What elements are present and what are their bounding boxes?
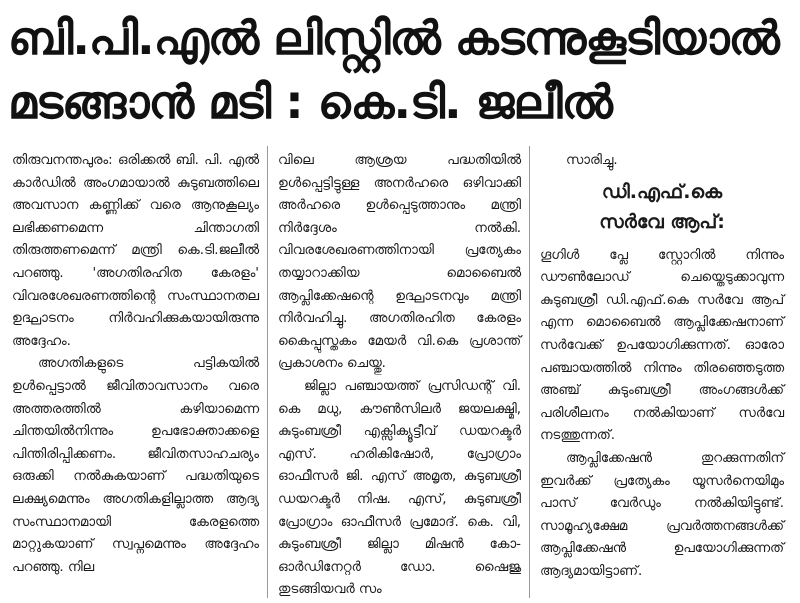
article-body bbox=[8, 146, 792, 598]
subheading-line-2: സർവേ ആപ്: bbox=[599, 210, 725, 233]
column-1 bbox=[8, 146, 268, 598]
column-2 bbox=[268, 146, 530, 598]
headline bbox=[8, 6, 792, 134]
paragraph: സാരിച്ചു. bbox=[566, 153, 618, 168]
paragraph: തിരുവനന്തപുരം: ഒരിക്കൽ ബി. പി. എൽ കാർഡിൽ അംഗമായാൽ കുടുബത്തിലെ അവസാന കണ്ണിക്ക് വരെ ആനുകൂല്യം ലഭിക്കണമെന്ന ചിന്താഗതി തിരുത്തണമെന്ന് മന്ത്രി കെ.ടി.ജലീൽ പറഞ്ഞു. 'അഗതിരഹിത കേരളം' വിവരശേഖരണത്തിന്റെ സംസ്ഥാനതല ഉദ്ഘാടനം നിർവഹിക്കുകയായിരുന്നു അദ്ദേഹം. bbox=[12, 153, 259, 349]
paragraph: ആപ്ലിക്കേഷൻ തുറക്കുന്നതിന് ഇവർക്ക് പ്രത്യേകം യൂസർനെയിമും പാസ് വേർഡും നൽകിയിട്ടുണ്ട്. സാമൂഹ്യക്ഷേമ പ്രവർത്തനങ്ങൾക്ക് ആപ്ലിക്കേഷൻ ഉപയോഗിക്കുന്നത് ആദ്യമായിട്ടാണ്. bbox=[540, 450, 784, 579]
subheading-line-1: ഡി.എഫ്.കെ bbox=[601, 180, 723, 203]
paragraph: ഗൂഗിൾ പ്ലേ സ്റ്റോറിൽ നിന്നും ഡൗൺലോഡ് ചെയ്തെടുക്കാവുന്ന കുടുബശ്രീ ഡി.എഫ്.കെ സർവേ ആപ് എന്ന മൊബൈൽ ആപ്ലിക്കേഷനാണ് സർവേക്ക് ഉപയോഗിക്കുന്നത്. ഓരോ പഞ്ചായത്തിൽ നിന്നും തിരഞ്ഞെടുത്ത അഞ്ച് കുടുംബശ്രീ അംഗങ്ങൾക്ക് പരിശീലനം നൽകിയാണ് സർവേ നടത്തുന്നത്. bbox=[540, 247, 784, 444]
column-3 bbox=[530, 146, 792, 598]
headline-line-1: ബി.പി.എൽ ലിസ്റ്റിൽ കടന്നുകൂടിയാൽ bbox=[8, 11, 779, 65]
paragraph: വിലെ ആശ്രയ പദ്ധതിയിൽ ഉൾപ്പെട്ടിട്ടുള്ള അനർഹരെ ഒഴിവാക്കി അർഹരെ ഉൾപ്പെടുത്താനും മന്ത്രി നിർദ്ദേശം നൽകി. വിവരശേഖരണത്തിനായി പ്രത്യേകം തയ്യാറാക്കിയ മൊബൈൽ ആപ്ലിക്കേഷന്റെ ഉദ്ഘാടനവും മന്ത്രി നിർവഹിച്ചു. അഗതിരഹിത കേരളം കൈപ്പുസ്തകം മേയർ വി.കെ പ്രശാന്ത് പ്രകാശനം ചെയ്തു. bbox=[278, 153, 521, 372]
headline-line-2: മടങ്ങാൻ മടി : കെ.ടി. ജലീൽ bbox=[8, 75, 612, 129]
paragraph: ജില്ലാ പഞ്ചായത്ത് പ്രസിഡന്റ് വി. കെ മധു, കൗൺസിലർ ജയലക്ഷ്മി, കുടുംബശ്രീ എക്സിക്യൂട്ടീവ് ഡയറക്ടർ എസ്. ഹരികിഷോർ, പ്രോഗ്രാം ഓഫീസർ ജി. എസ് അമൃത, കുടുബശ്രീ ഡയറക്ടർ നിഷ. എസ്, കുടുബശ്രീ പ്രോഗ്രാം ഓഫീസർ പ്രമോദ്. കെ. വി, കുടുംബശ്രീ ജില്ലാ മിഷൻ കോ-ഓർഡിനേറ്റർ ഡോ. ഷൈജു തുടങ്ങിയവർ സം bbox=[278, 378, 521, 598]
subheading bbox=[540, 177, 784, 237]
paragraph: അഗതികളുടെ പട്ടികയിൽ ഉൾപ്പെട്ടാൽ ജീവിതാവസാനം വരെ അത്തരത്തിൽ കഴിയാമെന്ന ചിന്തയിൽനിന്നും ഉപഭോക്താക്കളെ പിന്തിരിപ്പിക്കണം. ജീവിതസാഹചര്യം ഒരുക്കി നൽകുകയാണ് പദ്ധതിയുടെ ലക്ഷ്യമെന്നും അഗതികളില്ലാത്ത ആദ്യ സംസ്ഥാനമായി കേരളത്തെ മാറ്റുകയാണ് സ്വപ്നമെന്നും അദ്ദേഹം പറഞ്ഞു. നില bbox=[12, 356, 259, 575]
